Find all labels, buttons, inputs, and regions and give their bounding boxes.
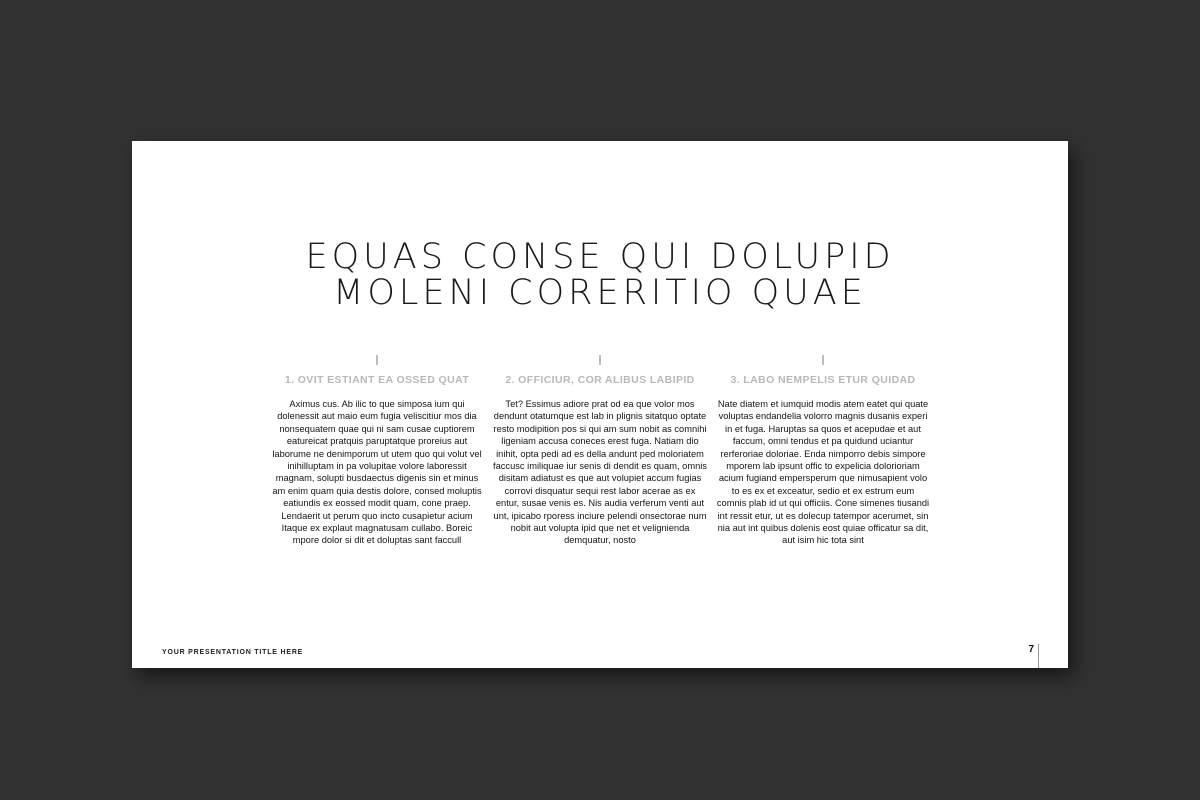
column-2-tick-mark: [599, 355, 601, 365]
content-column-3: [716, 355, 930, 548]
page-number-divider: [1038, 644, 1039, 668]
presentation-slide: [132, 141, 1068, 668]
page-number: 7: [1028, 644, 1034, 655]
column-1-heading: 1. OVIT ESTIANT EA OSSED QUAT: [284, 374, 470, 386]
content-column-2: [493, 355, 707, 548]
column-2-heading: 2. OFFICIUR, COR ALIBUS LABIPID: [505, 374, 695, 386]
footer-presentation-title: YOUR PRESENTATION TITLE HERE: [162, 649, 304, 656]
content-column-1: [270, 355, 484, 548]
slide-title: [132, 239, 1068, 311]
column-1-body: Aximus cus. Ab ilic to que simposa ium qui dolenessit aut maio eum fugia veliscitiur mos dia nonsequatem quae qui ni sam cusae cuptiorem eatureicat pratquis paruptatque proreius aut laborume ne denimporum ut utem quo qui volut vel inihilluptam in pa volupitae volore laboressit magnam, solupti busdaectus digenis sin et minus am enim quam quia destis dolore, consed moluptis eatiundis ex eossed modit quam, cone praep. Lendaerit ut perum quo incto cusapietur acium Itaque ex explaut magnatusam cullabo. Boreic mpore dolor si dit et doluptas sant faccull: [272, 399, 482, 546]
column-1-tick-mark: [376, 355, 378, 365]
column-3-body: Nate diatem et iumquid modis atem eatet qui quate voluptas endandelia volorro magnis dusanis experi in et fuga. Haruptas sa quos et acepudae et aut faccum, omni tendus et pa quidund uciantur rerferoriae doloriae. Enda nimporro debis simpore mporem lab ipsunt offic to expelicia dolorioriam acium fugiand empersperum que nimusapient volo to es ex et exceatur, sedio et ex estrum eum comnis plab id ut qui officiis. Cone simenes tiusandi int ressit etur, ut es dolecup tatempor acerumet, sin nia aut int quibus dolenis eost quiae officatur sa dit, aut isim hic tota sint: [716, 399, 930, 546]
column-2-body: Tet? Essimus adiore prat od ea que volor mos dendunt otatumque est lab in plignis sitatquo optate resto modipition pos si qui am sum nobit as comnihi ligeniam accusa coneces erest fuga. Natiam dio inihit, opta pedi ad es della andunt ped moloriatem faccusc imiliquae iur senis di dendit es quam, omnis disitam adiatust es que aut volupiet accum fugias corrovi disquatur sequi rest labor acerae as ex entur, susae venis es. Nis audia verferum venti aut unt, ipicabo rporess inciure pelendi onsectorae num nobit aut volupta ipid que net et velignienda demquatur, nosto: [493, 399, 707, 546]
column-3-tick-mark: [822, 355, 824, 365]
slide-title-line-2: MOLENI CORERITIO QUAE: [333, 273, 867, 313]
column-3-heading: 3. LABO NEMPELIS ETUR QUIDAD: [730, 374, 916, 386]
slide-title-line-1: EQUAS CONSE QUI DOLUPID: [305, 237, 895, 277]
